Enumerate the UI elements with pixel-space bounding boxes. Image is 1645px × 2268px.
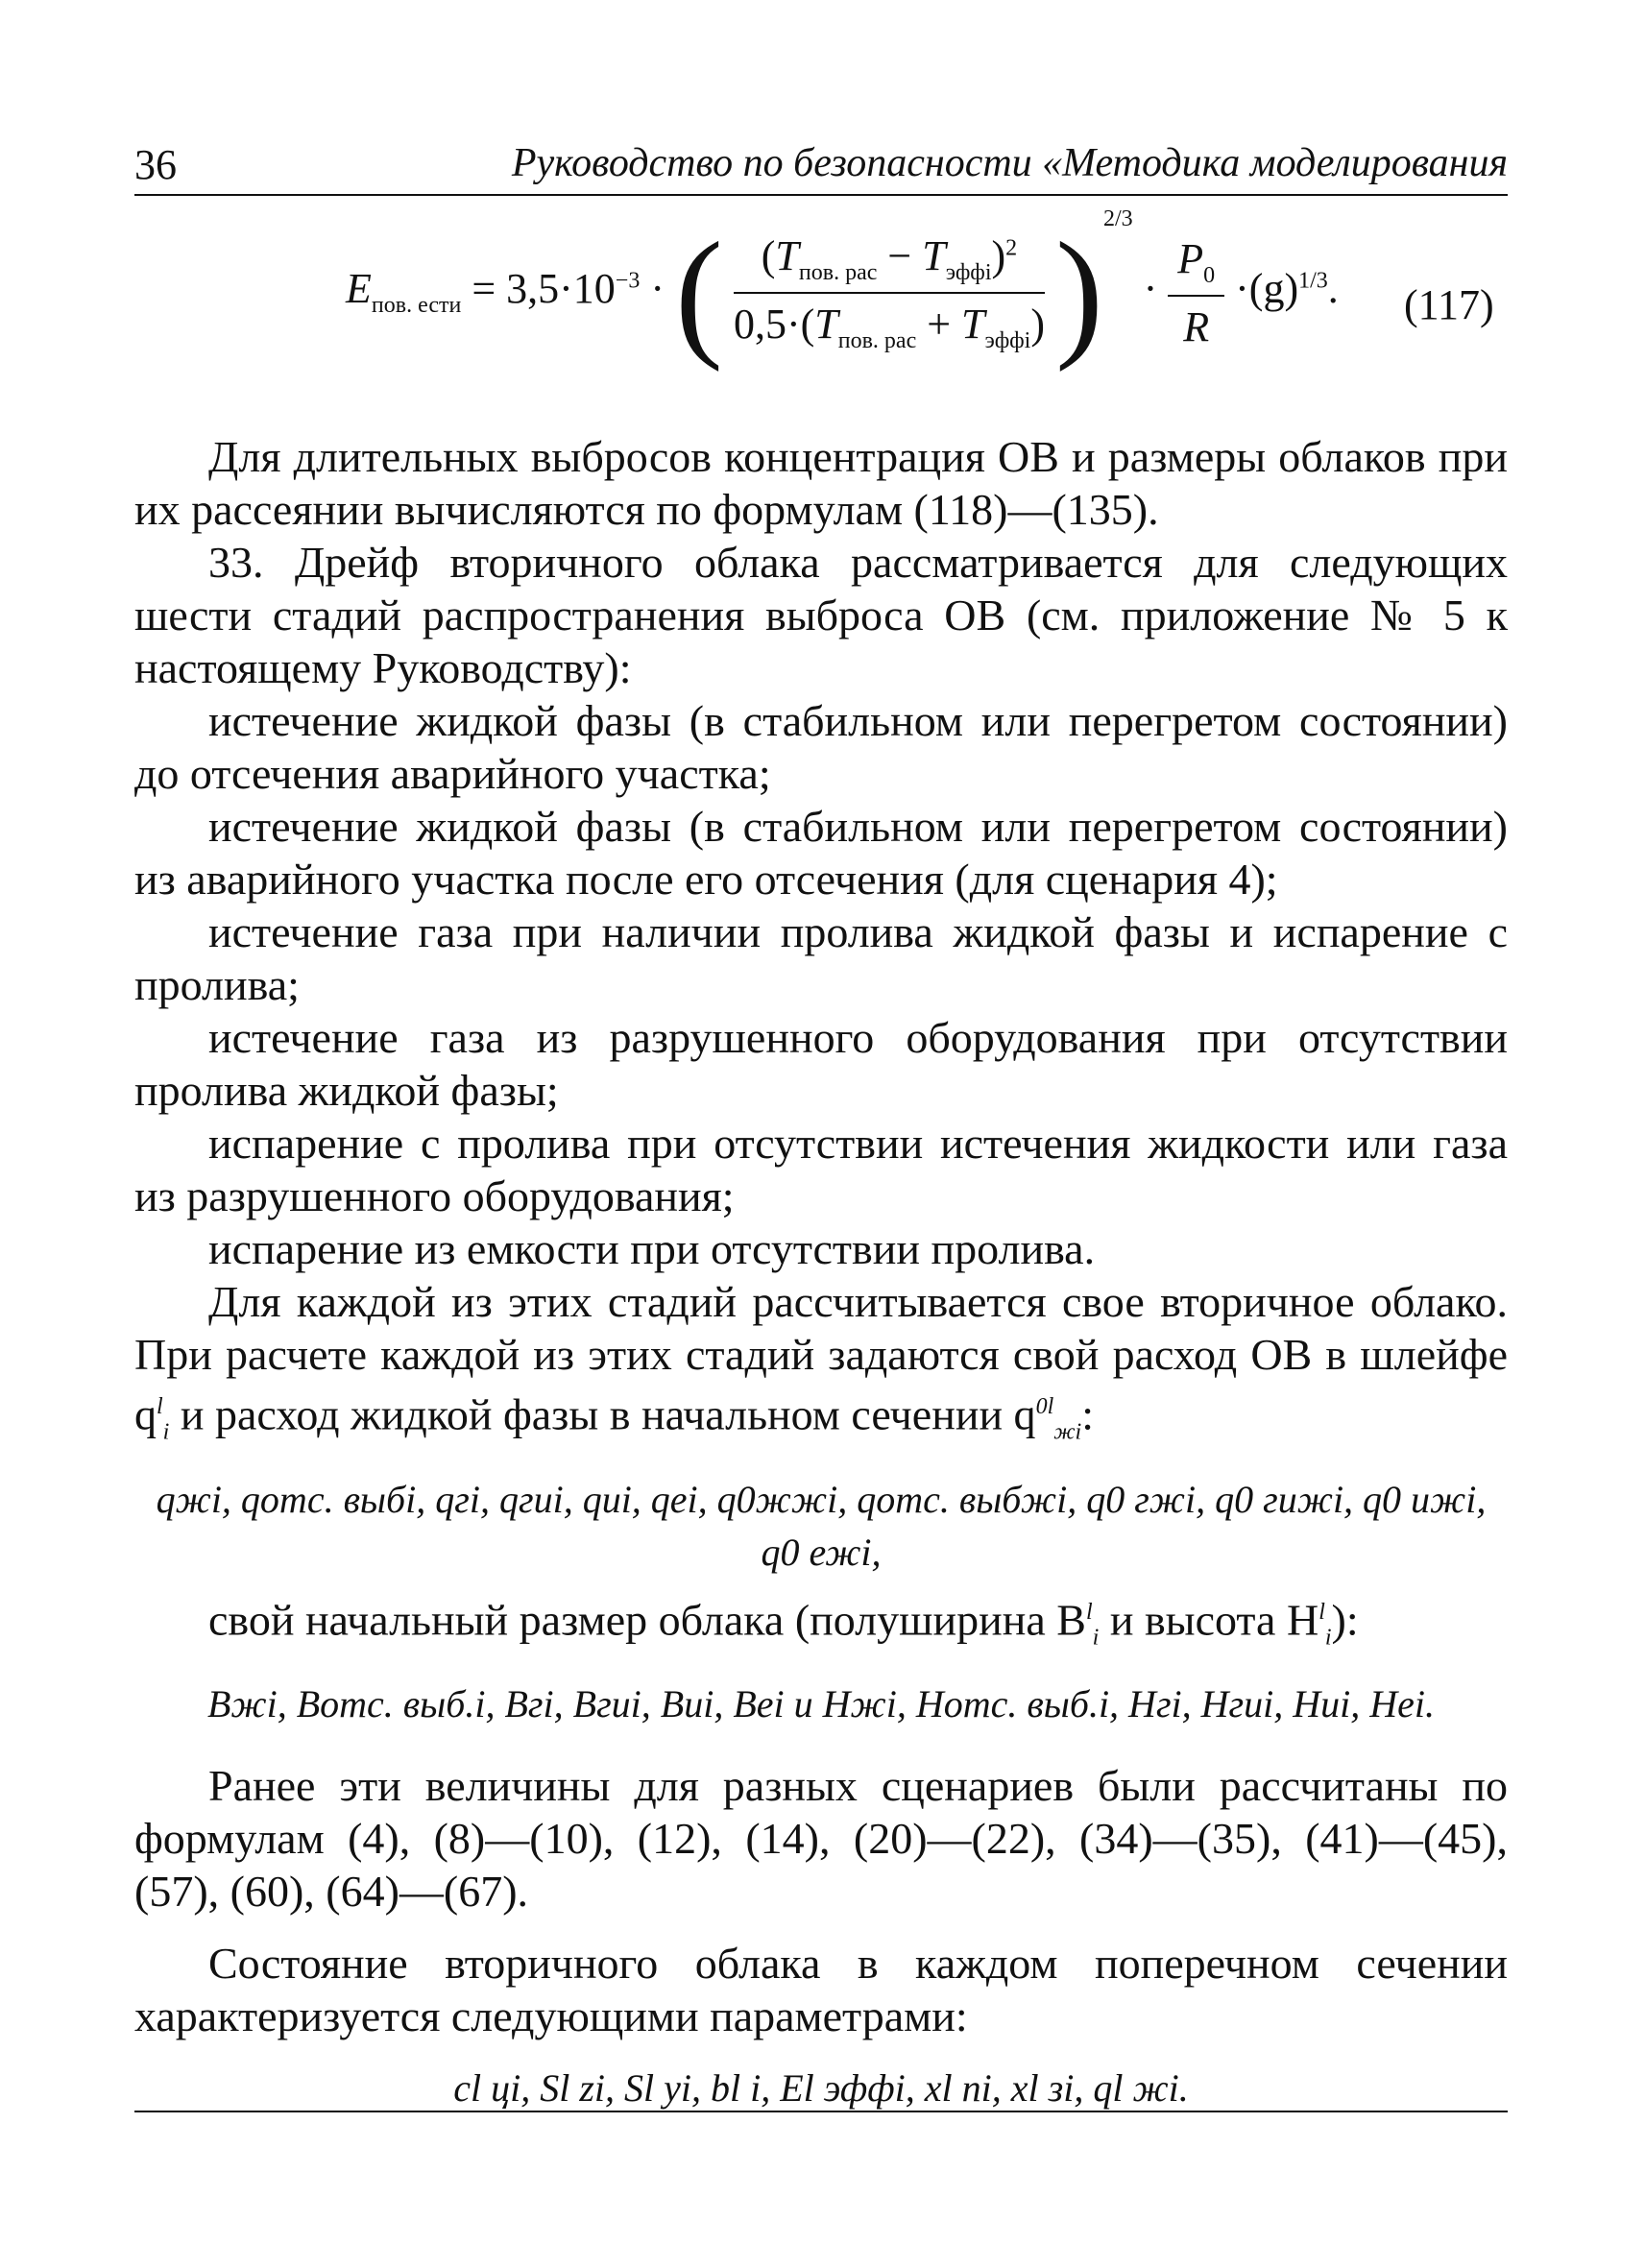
- formula-fraction: [734, 231, 1045, 354]
- num-t2: T: [922, 232, 946, 280]
- paragraph-10: [134, 1586, 1508, 1665]
- paragraph-5: истечение газа при наличии пролива жидкой фазы и испарение с пролива;: [134, 907, 1508, 1009]
- paragraph-7: испарение с пролива при отсутствии истечения жидкости или газа из разрушенного оборудования;: [134, 1119, 1508, 1220]
- p10-text-c: ):: [1331, 1594, 1359, 1644]
- p9-text-a: Для каждой из этих стадий рассчитывается свое вторичное облако. При расчете каждой из этих стадий задаются свой расход ОВ в шлейфе q: [134, 1277, 1508, 1439]
- equation-number: (117): [1404, 281, 1494, 328]
- paragraph-3: истечение жидкой фазы (в стабильном или перегретом состоянии) до отсечения аварийного участка;: [134, 696, 1508, 798]
- den-t1: T: [814, 300, 838, 348]
- formula-coef-exp: −3: [615, 268, 641, 294]
- g-exp: 1/3: [1298, 268, 1328, 294]
- paragraph-12: Состояние вторичного облака в каждом поперечном сечении характеризуется следующими параметрами:: [134, 1939, 1508, 2041]
- paragraph-2: 33. Дрейф вторичного облака рассматривается для следующих шести стадий распространения выброса ОВ (см. приложение № 5 к настоящему Руководству):: [134, 538, 1508, 692]
- paragraph-11: Ранее эти величины для разных сценариев были рассчитаны по формулам (4), (8)—(10), (12), (14), (20)—(22), (34)—(35), (41)—(45), (57), (60), (64)—(67).: [134, 1761, 1508, 1917]
- num-t1-sub: пов. рас: [798, 259, 878, 285]
- body-text: [134, 430, 1508, 2114]
- den-t2: T: [961, 300, 985, 348]
- formula-dot2: ·: [1143, 265, 1158, 312]
- p9-q-sub: i: [162, 1419, 170, 1445]
- paragraph-8: испарение из емкости при отсутствии пролива.: [208, 1224, 1096, 1273]
- p-sub: 0: [1203, 262, 1216, 288]
- p9-q2-sub: жi: [1053, 1419, 1082, 1445]
- p10-h-sub: i: [1324, 1625, 1332, 1651]
- p9-q2-sup: 0l: [1035, 1394, 1054, 1419]
- p9-text-c: :: [1081, 1389, 1095, 1439]
- running-title: Руководство по безопасности «Методика моделирования: [511, 141, 1508, 185]
- left-paren: (: [674, 212, 723, 373]
- outer-exponent: 2/3: [1102, 206, 1133, 231]
- bottom-rule: [134, 2111, 1508, 2112]
- p9-q-sup: l: [157, 1394, 163, 1419]
- paragraph-1: Для длительных выбросов концентрация ОВ и размеры облаков при их рассеянии вычисляются по формулам (118)—(135).: [134, 432, 1508, 534]
- q-list: qжi, qотс. выбi, qгi, qгиi, qиi, qеi, q0жжi, qотс. выбжi, q0 гжi, q0 гижi, q0 ижi, q0 ежi,: [156, 1477, 1487, 1574]
- den-t1-sub: пов. рас: [837, 327, 917, 353]
- num-square: 2: [1005, 235, 1018, 261]
- paragraph-4: истечение жидкой фазы (в стабильном или перегретом состоянии) из аварийного участка после его отсечения (для сценария 4);: [134, 802, 1508, 904]
- bh-list: Bжi, Bотс. выб.i, Bгi, Bгиi, Bиi, Bеi и Hжi, Hотс. выб.i, Hгi, Hгиi, Hиi, Hеi.: [206, 1682, 1436, 1726]
- p10-b-sup: l: [1085, 1599, 1093, 1625]
- formula-117: [346, 206, 1339, 373]
- right-paren: ): [1054, 212, 1103, 373]
- den-plus: +: [927, 300, 952, 348]
- g-part: ·(g): [1235, 265, 1299, 312]
- r-symbol: R: [1183, 302, 1210, 350]
- page-header: [134, 134, 1508, 196]
- p-over-r: [1168, 234, 1224, 351]
- params-list: cl цi, Sl zi, Sl yi, bl i, El эффi, xl пi, xl зi, ql жi.: [453, 2066, 1189, 2111]
- formula-lhs: E: [346, 265, 372, 312]
- formula-end: .: [1327, 265, 1339, 312]
- paragraph-6: истечение газа из разрушенного оборудования при отсутствии пролива жидкой фазы;: [134, 1013, 1508, 1115]
- den-half: 0,5·: [733, 300, 801, 348]
- formula-denominator: $0,5\cdot(T_{пов. рас} + T_{эффi})$: [733, 300, 1045, 353]
- p10-h-sup: l: [1318, 1599, 1325, 1625]
- formula-coef: = 3,5·10: [472, 265, 616, 312]
- p10-b-sub: i: [1092, 1625, 1100, 1651]
- num-t2-sub: эффi: [945, 259, 992, 285]
- num-minus: −: [887, 232, 912, 280]
- den-t2-sub: эффi: [984, 327, 1031, 353]
- page-number: 36: [134, 141, 177, 188]
- p-num: [1168, 234, 1224, 297]
- formula-lhs-sub: пов. ести: [371, 292, 462, 318]
- formula-dot: ·: [650, 265, 665, 312]
- paragraph-9: [134, 1275, 1508, 1460]
- formula-numerator: $(T_{пов. рас} - T_{эффi})^2$: [734, 231, 1045, 294]
- num-t1: T: [775, 232, 799, 280]
- p10-text-a: свой начальный размер облака (полуширина B: [208, 1594, 1086, 1644]
- p9-text-b: и расход жидкой фазы в начальном сечении q: [169, 1389, 1036, 1439]
- p-symbol: P: [1177, 235, 1204, 282]
- p10-text-b: и высота H: [1099, 1594, 1319, 1644]
